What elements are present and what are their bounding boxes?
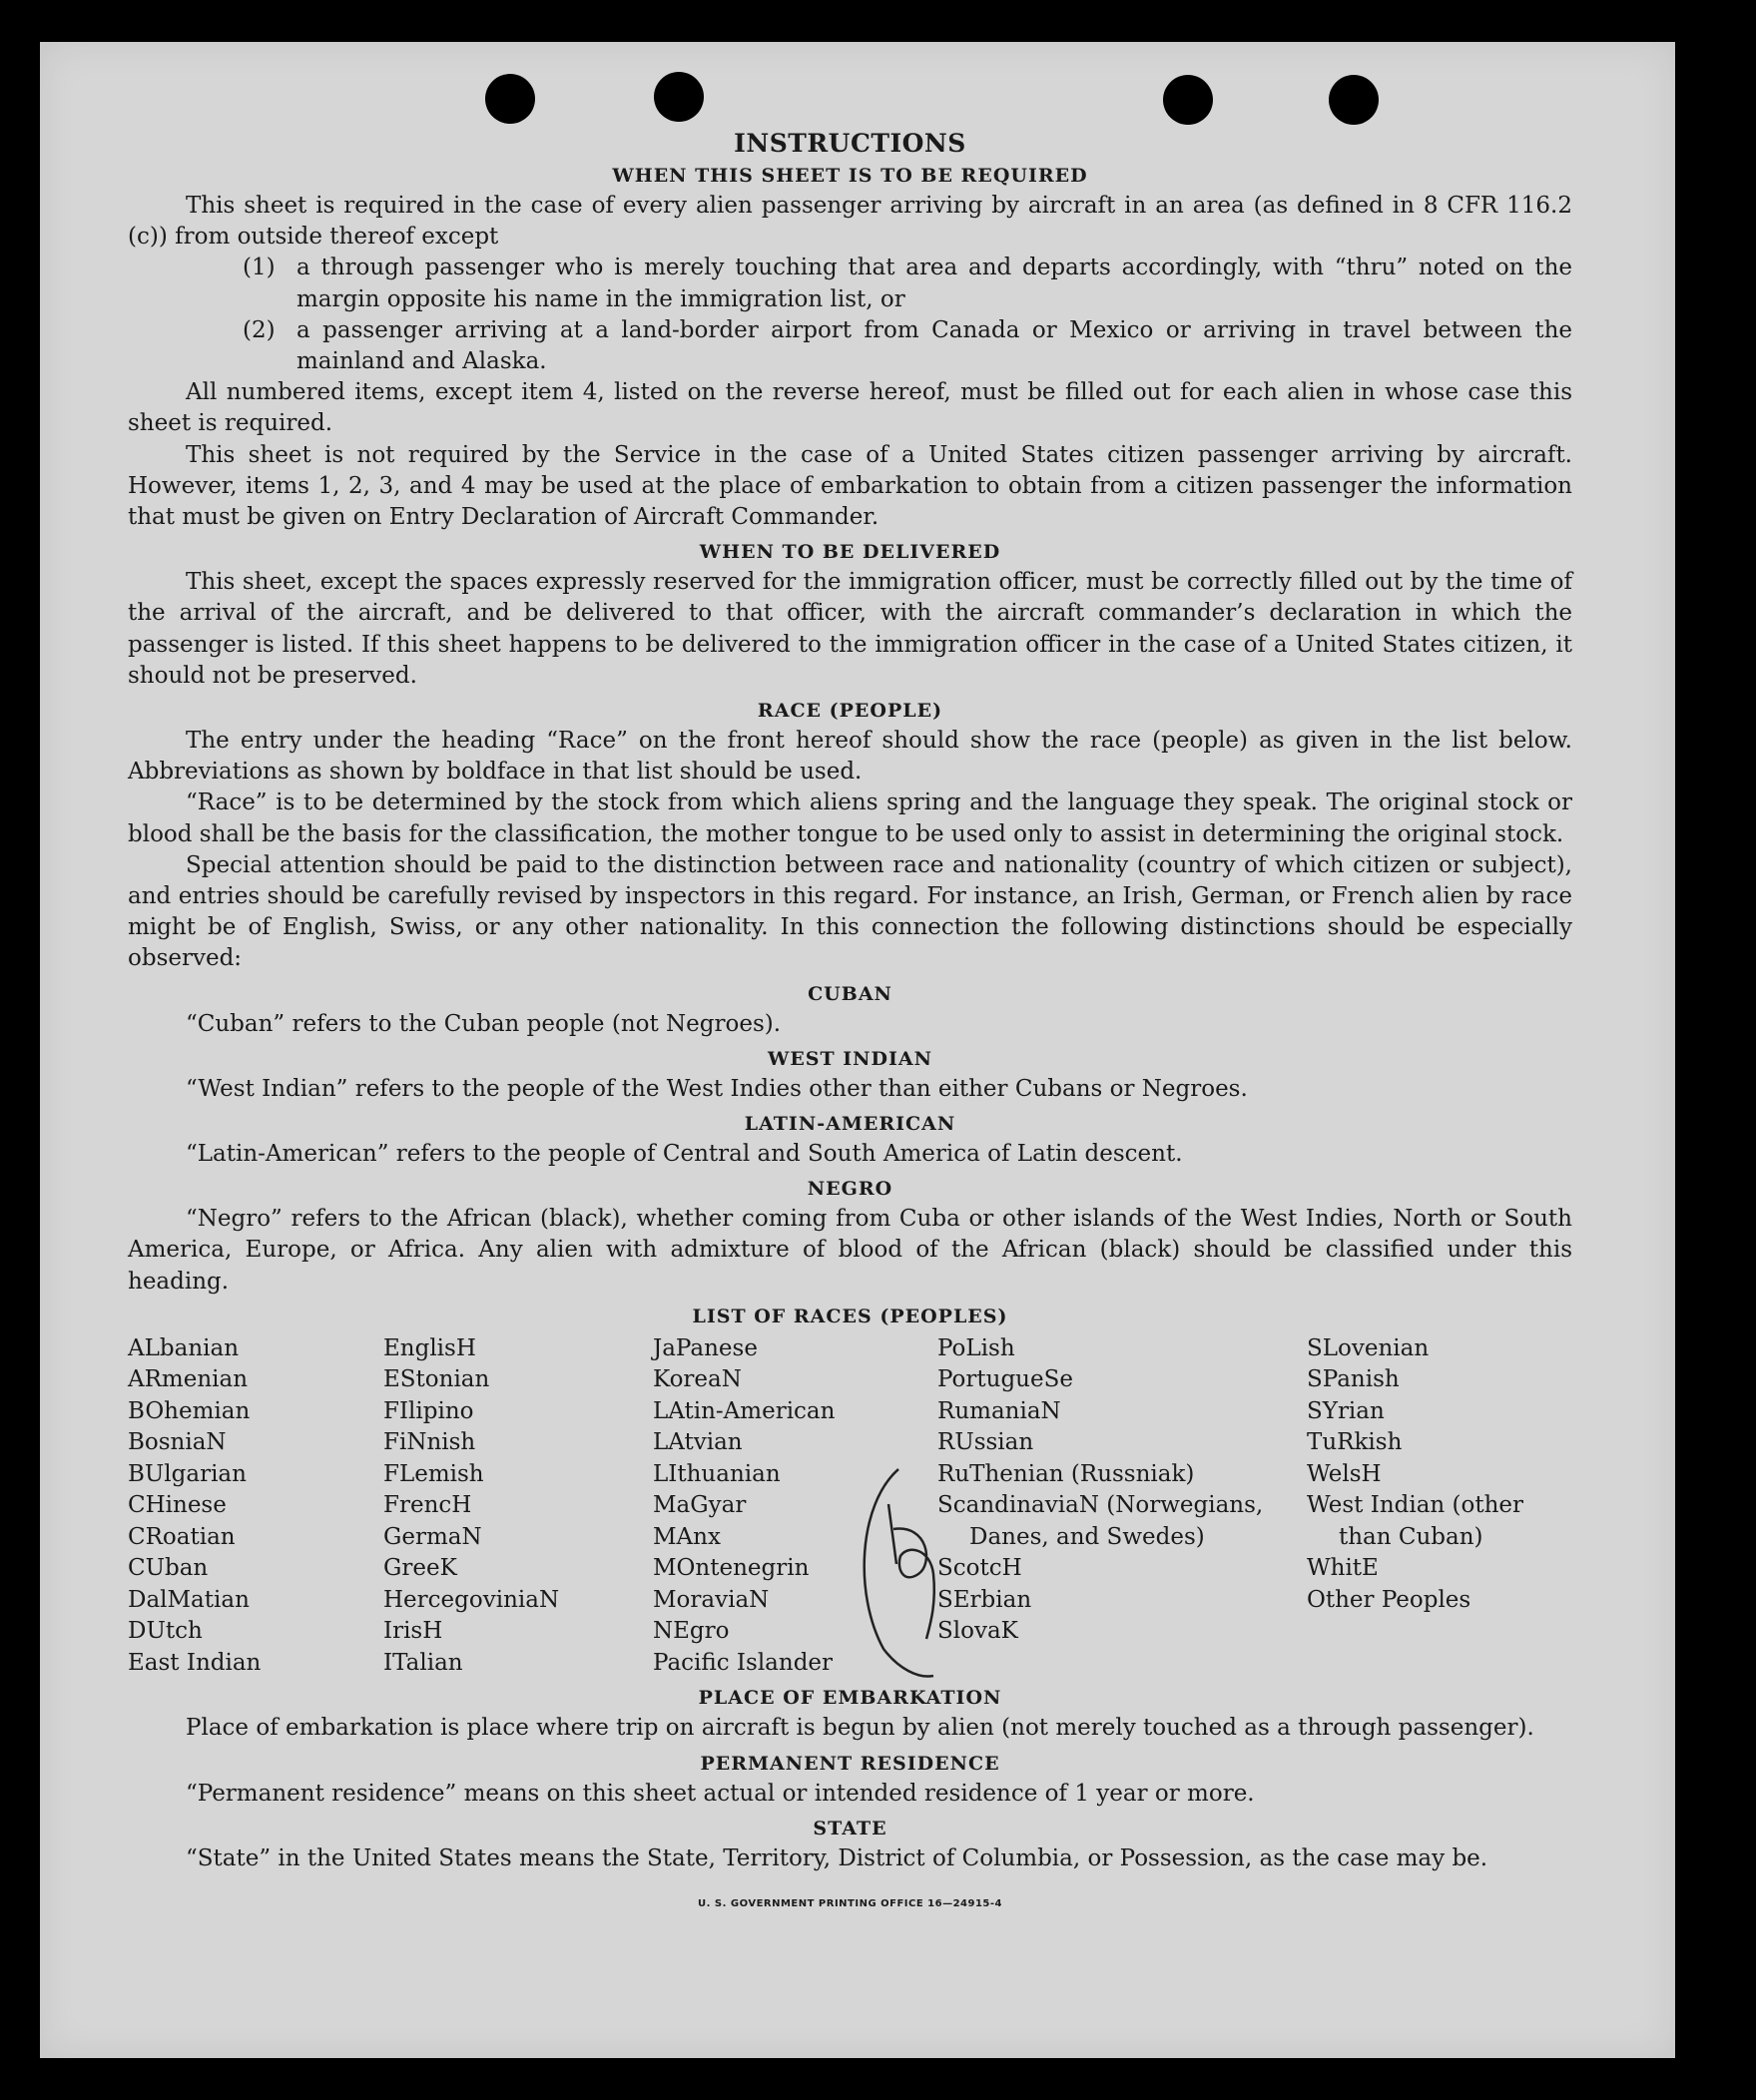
race-entry: JaPanese <box>653 1334 758 1361</box>
race-entry: MaGyar <box>653 1492 747 1519</box>
item-number: (1) <box>243 255 276 281</box>
paragraph: “Latin-American” refers to the people of Central and South America of Latin descent. <box>186 1141 1183 1168</box>
race-entry: SlovaK <box>937 1618 1018 1645</box>
race-entry: MAnx <box>653 1523 721 1550</box>
paragraph: “Cuban” refers to the Cuban people (not Negroes). <box>186 1010 782 1037</box>
races-column-4 <box>937 1333 1307 1680</box>
section-heading-west-indian: WEST INDIAN <box>767 1047 933 1070</box>
race-entry: ScotcH <box>937 1555 1022 1582</box>
race-entry: SLovenian <box>1307 1334 1430 1361</box>
race-entry: CUban <box>128 1555 209 1582</box>
race-entry: LAtvian <box>653 1429 743 1456</box>
race-entry: ALbanian <box>128 1334 240 1361</box>
paragraph: This sheet is not required by the Service in the case of a United States citizen passenger arriving by aircraft. However, items 1, 2, 3, and 4 may be used at the place of embarkation to obtain from a citizen passenger the information that must be given on Entry Declaration of Aircraft Commander. <box>128 441 1572 531</box>
race-entry: KoreaN <box>653 1366 742 1393</box>
punch-hole-3 <box>1163 75 1213 125</box>
race-entry: ARmenian <box>128 1366 249 1393</box>
section-heading-required: WHEN THIS SHEET IS TO BE REQUIRED <box>612 165 1088 187</box>
race-entry: SErbian <box>937 1586 1032 1613</box>
item-number: (2) <box>243 316 276 343</box>
section-heading-state: STATE <box>813 1817 887 1839</box>
race-entry: MoraviaN <box>653 1586 770 1613</box>
race-entry: WelsH <box>1307 1460 1382 1487</box>
race-entry: EnglisH <box>383 1334 476 1361</box>
race-entry: FIlipino <box>383 1397 474 1424</box>
section-heading-race: RACE (PEOPLE) <box>757 700 943 723</box>
race-entry: BOhemian <box>128 1397 251 1424</box>
race-entry: HercegoviniaN <box>383 1586 560 1613</box>
printing-office-imprint: U. S. GOVERNMENT PRINTING OFFICE 16—24915-4 <box>698 1898 1002 1909</box>
item-text: a passenger arriving at a land-border airport from Canada or Mexico or arriving in travel between the mainland and Alaska. <box>296 316 1572 375</box>
race-entry: BosniaN <box>128 1429 227 1456</box>
section-heading-embarkation: PLACE OF EMBARKATION <box>698 1687 1002 1710</box>
section-heading-races-list: LIST OF RACES (PEOPLES) <box>692 1305 1008 1327</box>
race-entry: BUlgarian <box>128 1460 247 1487</box>
race-entry: WhitE <box>1307 1555 1379 1582</box>
race-entry: CRoatian <box>128 1523 236 1550</box>
document-page <box>40 42 1675 2058</box>
race-entry: IrisH <box>383 1618 443 1645</box>
punch-hole-2 <box>654 72 704 122</box>
race-entry: LIthuanian <box>653 1460 781 1487</box>
race-entry: DUtch <box>128 1618 203 1645</box>
paragraph: This sheet, except the spaces expressly reserved for the immigration officer, must be correctly filled out by the time of the arrival of the aircraft, and be delivered to that officer, with the aircraft commander’s declaration in which the passenger is listed. If this sheet happens to be delivered to the immigration officer in the case of a United States citizen, it should not be preserved. <box>128 569 1572 689</box>
paragraph: All numbered items, except item 4, listed on the reverse hereof, must be filled out for each alien in whose case this sheet is required. <box>128 379 1572 437</box>
race-entry: SPanish <box>1307 1366 1400 1393</box>
section-heading-residence: PERMANENT RESIDENCE <box>700 1752 1000 1775</box>
race-entry: RUssian <box>937 1429 1034 1456</box>
race-entry: DalMatian <box>128 1586 250 1613</box>
paragraph: Place of embarkation is place where trip on aircraft is begun by alien (not merely touched as a through passenger). <box>186 1715 1534 1742</box>
race-entry: East Indian <box>128 1649 262 1676</box>
race-entry: West Indian (other than Cuban) <box>1307 1492 1524 1550</box>
paragraph: This sheet is required in the case of every alien passenger arriving by aircraft in an area (as defined in 8 CFR 116.2 (c)) from outside thereof except <box>128 193 1572 251</box>
race-entry: FrencH <box>383 1492 472 1519</box>
races-column-2 <box>383 1333 653 1680</box>
race-entry: Other Peoples <box>1307 1586 1471 1613</box>
paragraph: “Permanent residence” means on this sheet actual or intended residence of 1 year or more. <box>186 1780 1255 1807</box>
section-heading-negro: NEGRO <box>807 1178 893 1201</box>
race-entry: PoLish <box>937 1334 1015 1361</box>
section-heading-cuban: CUBAN <box>808 982 892 1005</box>
race-entry: ITalian <box>383 1649 463 1676</box>
paragraph: “West Indian” refers to the people of the West Indies other than either Cubans or Negroes. <box>186 1075 1248 1102</box>
race-entry: RuThenian (Russniak) <box>937 1460 1195 1487</box>
race-entry: MOntenegrin <box>653 1555 810 1582</box>
section-heading-latin-american: LATIN-AMERICAN <box>744 1113 956 1136</box>
paragraph: “State” in the United States means the State, Territory, District of Columbia, or Possession, as the case may be. <box>186 1844 1488 1871</box>
race-entry: Pacific Islander <box>653 1649 834 1676</box>
race-entry: PortugueSe <box>937 1366 1073 1393</box>
list-item <box>243 253 1572 314</box>
race-entry: EStonian <box>383 1366 490 1393</box>
instructions-body <box>128 127 1572 1919</box>
section-heading-delivered: WHEN TO BE DELIVERED <box>699 541 1001 564</box>
race-entry: NEgro <box>653 1618 730 1645</box>
punch-hole-1 <box>485 74 535 124</box>
paragraph: “Race” is to be determined by the stock from which aliens spring and the language they speak. The original stock or blood shall be the basis for the classification, the mother tongue to be used only to assist in determining the original stock. <box>128 789 1572 847</box>
race-entry: TuRkish <box>1307 1429 1403 1456</box>
races-list <box>128 1333 1572 1680</box>
punch-hole-4 <box>1329 75 1379 125</box>
race-entry: RumaniaN <box>937 1397 1061 1424</box>
paragraph: “Negro” refers to the African (black), whether coming from Cuba or other islands of the West Indies, North or South America, Europe, or Africa. Any alien with admixture of blood of the African (black) should be classified under this heading. <box>128 1206 1572 1295</box>
races-column-3 <box>653 1333 937 1680</box>
race-entry: LAtin-American <box>653 1397 836 1424</box>
race-entry: FLemish <box>383 1460 484 1487</box>
item-text: a through passenger who is merely touching that area and departs accordingly, with “thru” noted on the margin opposite his name in the immigration list, or <box>296 255 1572 312</box>
paragraph: Special attention should be paid to the distinction between race and nationality (country of which citizen or subject), and entries should be carefully revised by inspectors in this regard. For instance, an Irish, German, or French alien by race might be of English, Swiss, or any other nationality. In this connection the following distinctions should be especially observed: <box>128 851 1572 972</box>
race-entry: SYrian <box>1307 1397 1385 1424</box>
race-entry: GermaN <box>383 1523 482 1550</box>
race-entry: ScandinaviaN (Norwegians, Danes, and Swedes) <box>937 1492 1264 1550</box>
races-column-1 <box>128 1333 383 1680</box>
race-entry: GreeK <box>383 1555 457 1582</box>
race-entry: CHinese <box>128 1492 227 1519</box>
page-title: INSTRUCTIONS <box>734 129 966 158</box>
paragraph: The entry under the heading “Race” on the front hereof should show the race (people) as given in the list below. Abbreviations as shown by boldface in that list should be used. <box>128 728 1572 786</box>
race-entry: FiNnish <box>383 1429 476 1456</box>
list-item <box>243 315 1572 377</box>
races-column-5 <box>1307 1333 1566 1680</box>
